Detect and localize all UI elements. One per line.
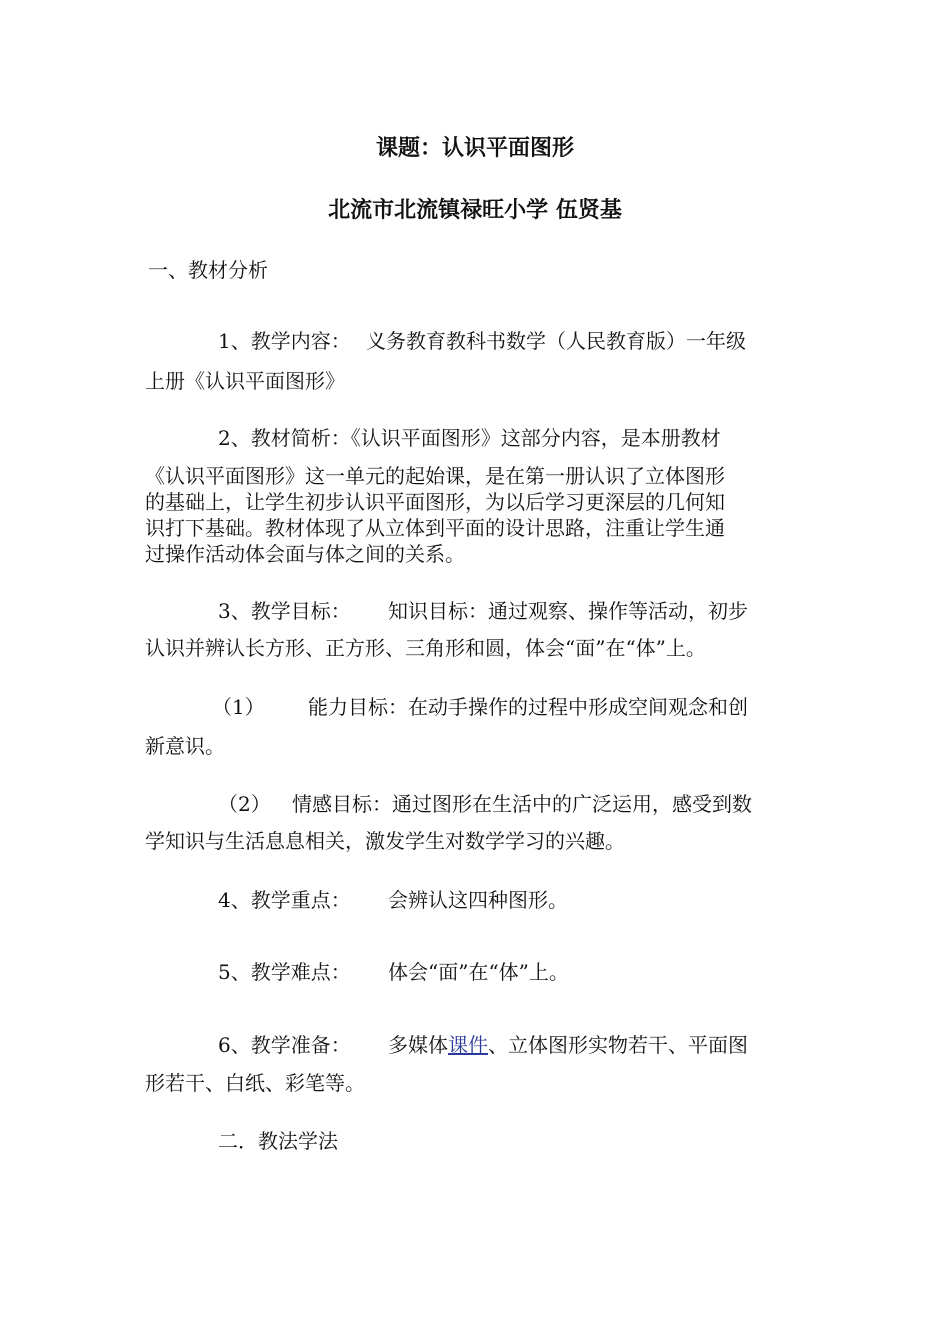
analysis-line: 过操作活动体会面与体之间的关系。: [145, 542, 465, 566]
content-text: 义务教育教科书数学（人民教育版）一年级: [366, 329, 746, 353]
key-point-text: 会辨认这四种图形。: [388, 888, 568, 912]
content-text-cont: 上册《认识平面图形》: [145, 369, 345, 393]
preparation-after-link: 、立体图形实物若干、平面图: [488, 1033, 748, 1057]
analysis-line: 《认识平面图形》这一单元的起始课，是在第一册认识了立体图形: [145, 464, 725, 488]
section-heading-methods: 二．教法学法: [218, 1129, 338, 1153]
author-line: 北流市北流镇禄旺小学 伍贤基: [328, 198, 622, 223]
difficulty-label: 5、教学难点：: [218, 960, 351, 984]
page-title: 课题：认识平面图形: [375, 136, 574, 161]
analysis-line: 的基础上，让学生初步认识平面图形，为以后学习更深层的几何知: [145, 490, 725, 514]
goals-knowledge-cont: 认识并辨认长方形、正方形、三角形和圆，体会“面”在“体”上。: [145, 636, 706, 660]
goal-marker-1: （1）: [212, 695, 265, 719]
analysis-line: 2、教材简析：《认识平面图形》这部分内容，是本册教材: [218, 426, 721, 450]
preparation-label: 6、教学准备：: [218, 1033, 351, 1057]
goal-emotion-cont: 学知识与生活息息相关，激发学生对数学学习的兴趣。: [145, 829, 625, 853]
goals-knowledge: 知识目标：通过观察、操作等活动，初步: [388, 599, 748, 623]
courseware-link[interactable]: 课件: [448, 1033, 488, 1057]
analysis-line: 识打下基础。教材体现了从立体到平面的设计思路，注重让学生通: [145, 516, 725, 540]
goal-emotion: 情感目标：通过图形在生活中的广泛运用，感受到数: [292, 792, 752, 816]
difficulty-text: 体会“面”在“体”上。: [388, 960, 569, 984]
preparation-before-link: 多媒体: [388, 1033, 448, 1057]
goal-ability-cont: 新意识。: [145, 734, 225, 758]
goal-marker-2: （2）: [218, 792, 271, 816]
goal-ability: 能力目标：在动手操作的过程中形成空间观念和创: [308, 695, 748, 719]
content-label: 1、教学内容：: [218, 329, 351, 353]
section-heading-analysis: 一、教材分析: [148, 258, 268, 282]
key-point-label: 4、教学重点：: [218, 888, 351, 912]
goals-label: 3、教学目标：: [218, 599, 351, 623]
preparation-text: [388, 1031, 748, 1059]
preparation-text-cont: 形若干、白纸、彩笔等。: [145, 1071, 365, 1095]
